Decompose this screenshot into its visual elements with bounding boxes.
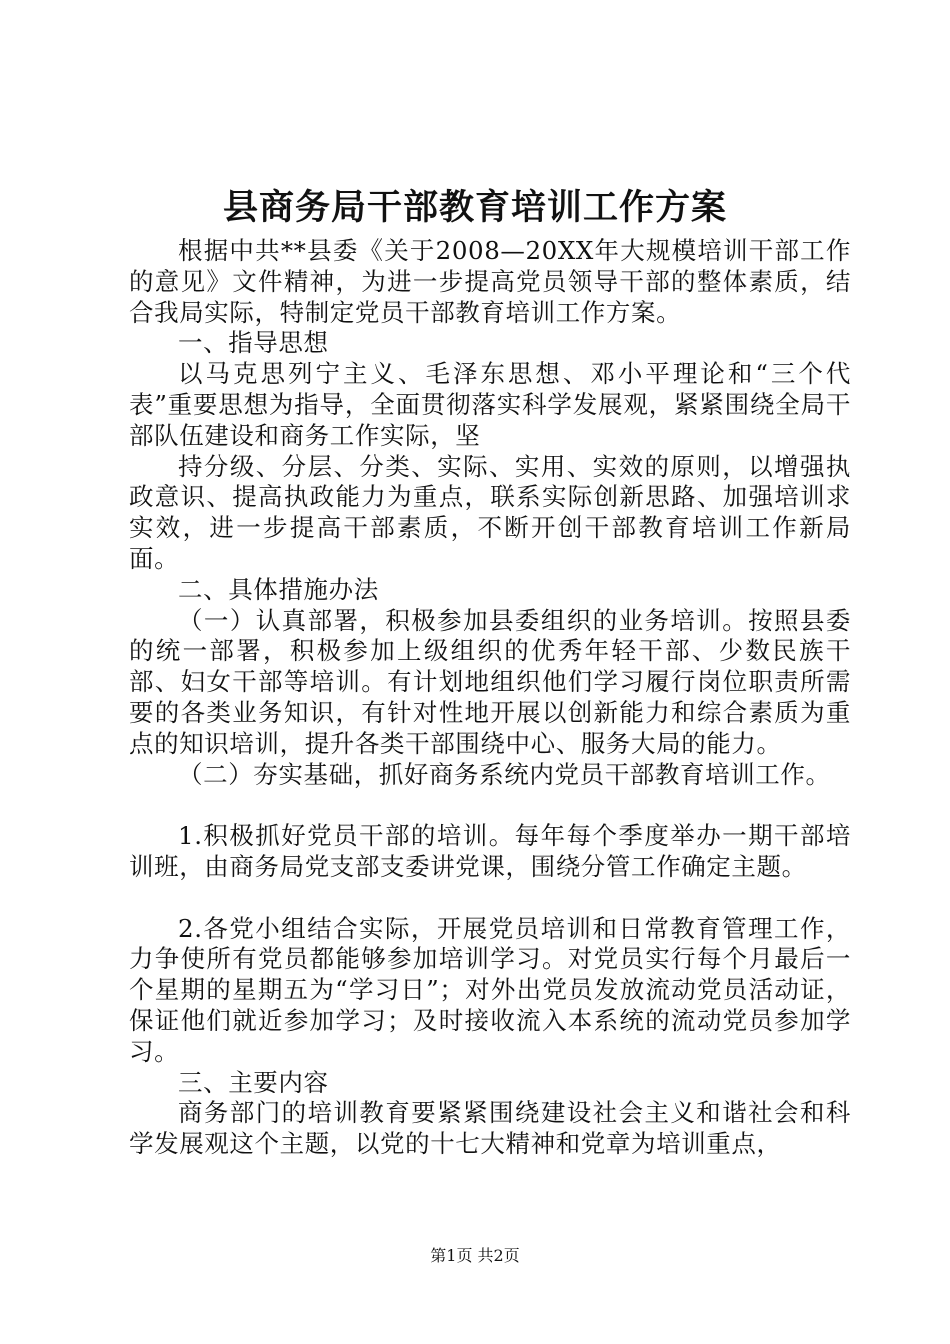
guiding-thought-paragraph: 以马克思列宁主义、毛泽东思想、邓小平理论和“三个代表”重要思想为指导，全面贯彻落实科学发展观，紧紧围绕全局干部队伍建设和商务工作实际，坚 xyxy=(129,359,851,450)
guiding-thought-continuation: 持分级、分层、分类、实际、实用、实效的原则，以增强执政意识、提高执政能力为重点，联系实际创新思路、加强培训求实效，进一步提高干部素质，不断开创干部教育培训工作新局面。 xyxy=(129,451,851,573)
page-footer: 第1页 共2页 xyxy=(430,1246,520,1265)
measure-one-paragraph: （一）认真部署，积极参加县委组织的业务培训。按照县委的统一部署，积极参加上级组织的优秀年轻干部、少数民族干部、妇女干部等培训。有计划地组织他们学习履行岗位职责所需要的各类业务知识，有针对性地开展以创新能力和综合素质为重点的知识培训，提升各类干部围绕中心、服务大局的能力。 xyxy=(129,605,851,758)
main-content-paragraph: 商务部门的培训教育要紧紧围绕建设社会主义和谐社会和科学发展观这个主题，以党的十七大精神和党章为培训重点， xyxy=(129,1098,851,1159)
document-body xyxy=(129,236,851,1160)
measure-two-item-2: 2.各党小组结合实际，开展党员培训和日常教育管理工作，力争使所有党员都能够参加培训学习。对党员实行每个月最后一个星期的星期五为“学习日”；对外出党员发放流动党员活动证，保证他们就近参加学习；及时接收流入本系统的流动党员参加学习。 xyxy=(129,913,851,1066)
section-heading-main-content: 三、主要内容 xyxy=(178,1067,329,1097)
document-title: 县商务局干部教育培训工作方案 xyxy=(222,187,727,228)
measure-two-heading: （二）夯实基础，抓好商务系统内党员干部教育培训工作。 xyxy=(178,759,831,789)
intro-paragraph: 根据中共**县委《关于2008—20XX年大规模培训干部工作的意见》文件精神，为进一步提高党员领导干部的整体素质，结合我局实际，特制定党员干部教育培训工作方案。 xyxy=(129,236,851,327)
section-heading-measures: 二、具体措施办法 xyxy=(178,574,379,604)
section-heading-guiding-thought: 一、指导思想 xyxy=(178,328,329,358)
measure-two-item-1: 1.积极抓好党员干部的培训。每年每个季度举办一期干部培训班，由商务局党支部支委讲党课，围绕分管工作确定主题。 xyxy=(129,821,851,881)
